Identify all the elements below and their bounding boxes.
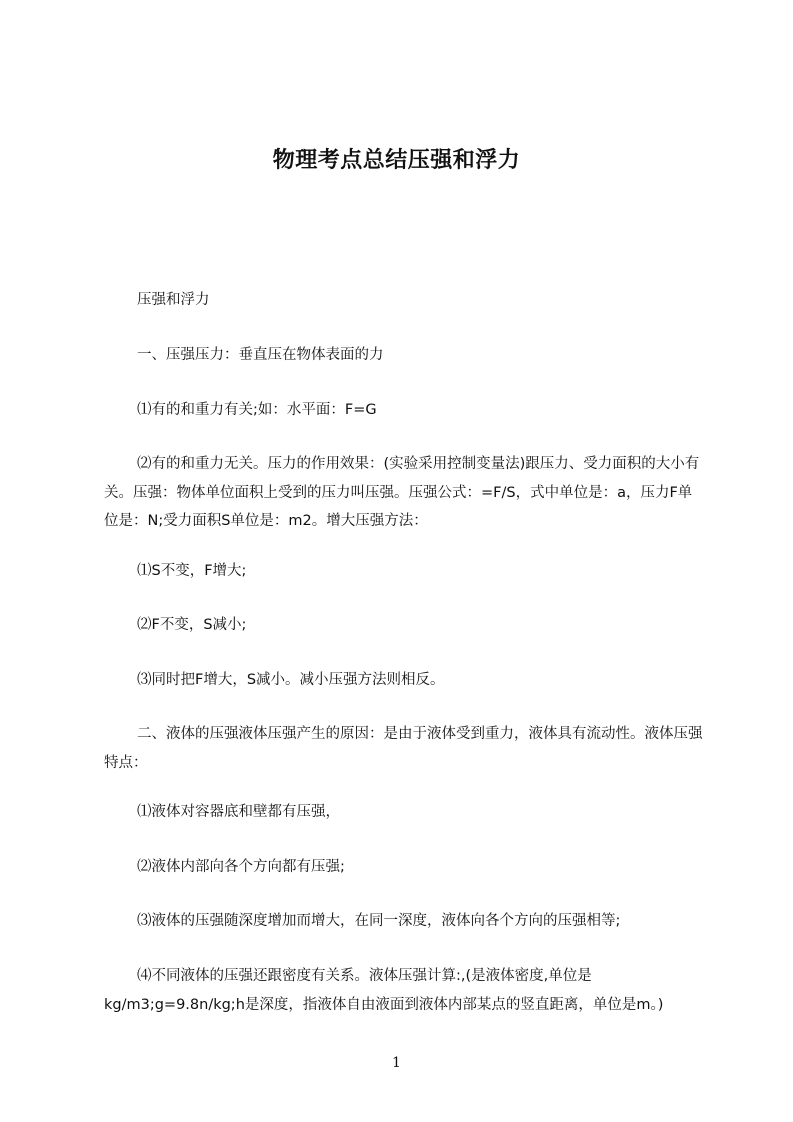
paragraph-liquid-3: ⑶液体的压强随深度增加而增大，在同一深度，液体向各个方向的压强相等; (137, 913, 621, 929)
paragraph-increase-1: ⑴S不变，F增大; (137, 563, 247, 579)
section-heading: 压强和浮力 (137, 292, 210, 308)
paragraph-increase-2: ⑵F不变，S减小; (137, 617, 247, 633)
paragraph-item-2: ⑵有的和重力无关。压力的作用效果：(实验采用控制变量法)跟压力、受力面积的大小有关。压强：物体单位面积上受到的压力叫压强。压强公式：=F/S，式中单位是：a，压力F单位是：N;受力面积S单位是：m2。增大压强方法： (104, 456, 700, 529)
paragraph-item-1: ⑴有的和重力有关;如：水平面：F=G (137, 402, 377, 418)
paragraph-liquid-2: ⑵液体内部向各个方向都有压强; (137, 859, 345, 875)
paragraph-pressure-force: 一、压强压力：垂直压在物体表面的力 (137, 347, 384, 363)
paragraph-liquid-1: ⑴液体对容器底和壁都有压强， (137, 804, 340, 820)
page-number: 1 (392, 1055, 401, 1071)
paragraph-liquid-pressure: 二、液体的压强液体压强产生的原因：是由于液体受到重力，液体具有流动性。液体压强特点： (104, 726, 703, 771)
paragraph-increase-3: ⑶同时把F增大，S减小。减小压强方法则相反。 (137, 672, 445, 688)
page-title: 物理考点总结压强和浮力 (272, 148, 521, 173)
paragraph-liquid-4: ⑷不同液体的压强还跟密度有关系。液体压强计算:,(是液体密度,单位是 kg/m3;g=9.8n/kg;h是深度，指液体自由液面到液体内部某点的竖直距离，单位是m。) (104, 968, 664, 1013)
